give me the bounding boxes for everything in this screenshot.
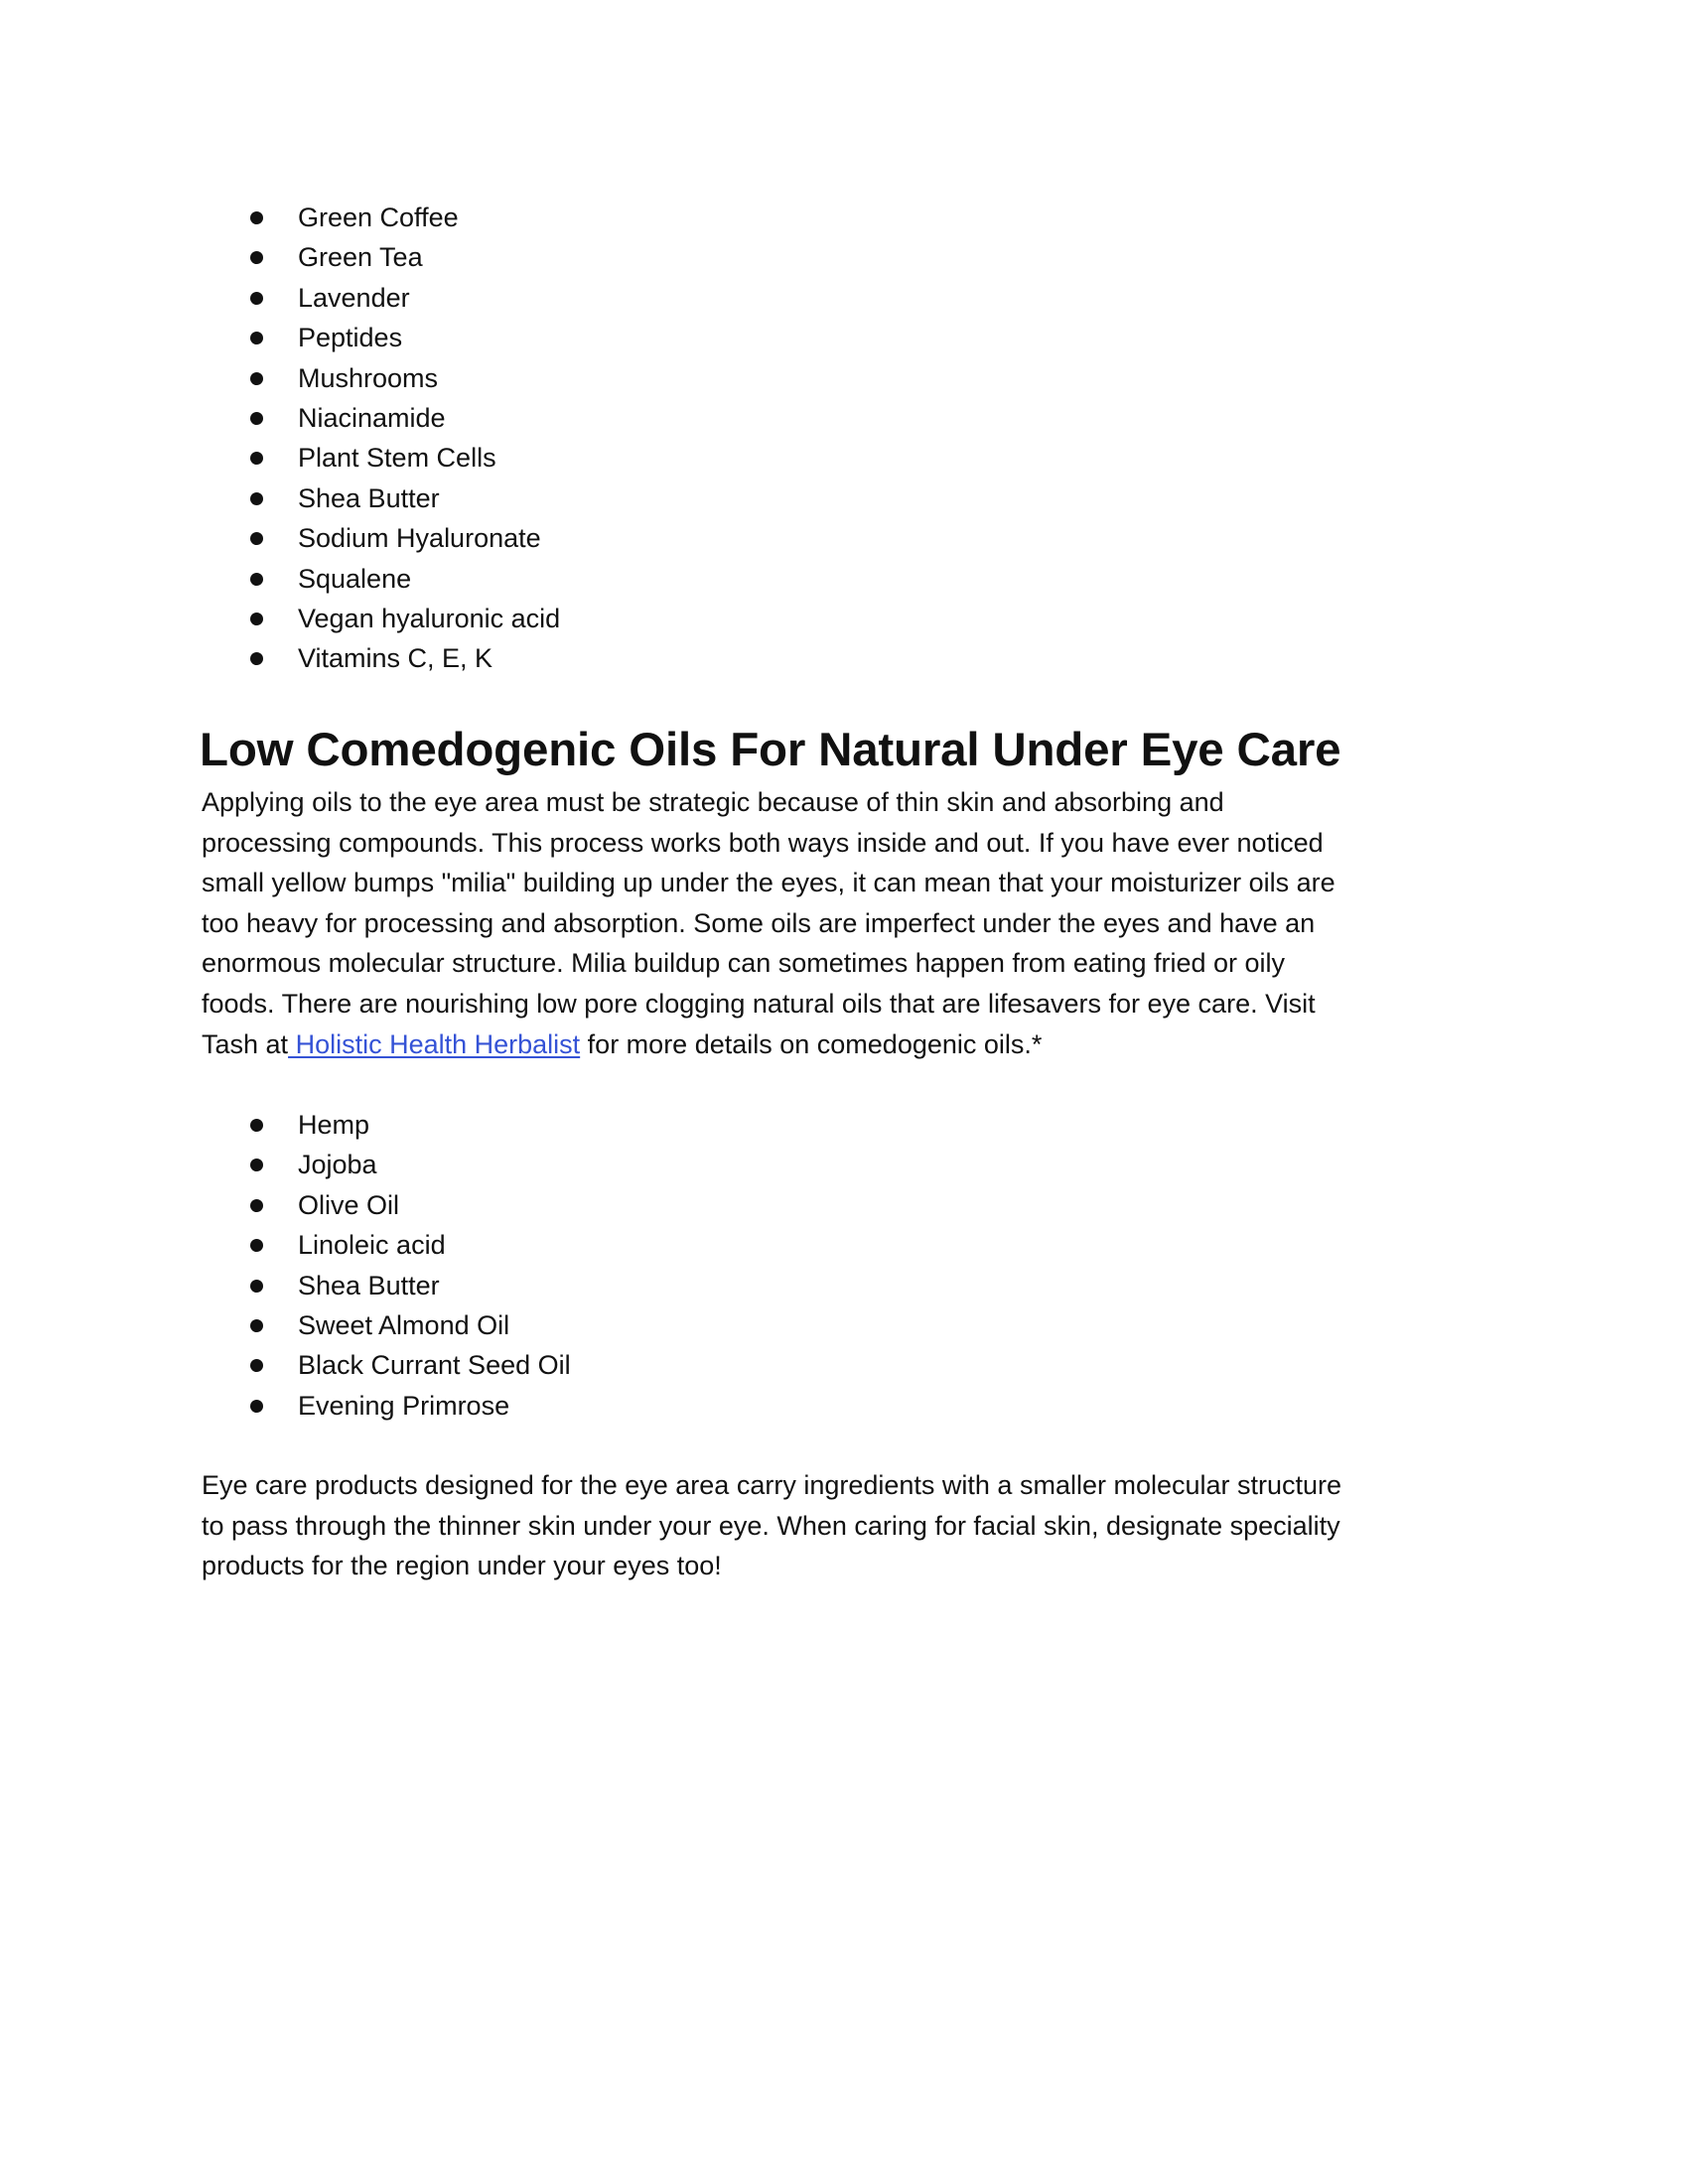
list-item-label: Sodium Hyaluronate (298, 523, 541, 554)
paragraph-line: products for the region under your eyes too! (202, 1551, 722, 1581)
bullet-icon (250, 1199, 263, 1212)
paragraph-line: Eye care products designed for the eye area carry ingredients with a smaller molecular structure (202, 1470, 1342, 1500)
section-heading: Low Comedogenic Oils For Natural Under Eye Care (200, 724, 1341, 776)
paragraph-text: Tash at (202, 1028, 289, 1059)
paragraph-text: for more details on comedogenic oils.* (580, 1028, 1043, 1059)
list-item-label: Plant Stem Cells (298, 443, 496, 474)
list-item-label: Peptides (298, 323, 403, 353)
holistic-health-herbalist-link[interactable]: Holistic Health Herbalist (288, 1028, 581, 1059)
bullet-icon (250, 1119, 263, 1132)
bullet-icon (250, 652, 263, 665)
bullet-icon (250, 332, 263, 344)
list-item-label: Shea Butter (298, 482, 440, 513)
bullet-icon (250, 532, 263, 545)
list-item-label: Linoleic acid (298, 1230, 446, 1261)
closing-paragraph (202, 1465, 1341, 1586)
list-item-label: Hemp (298, 1110, 370, 1140)
intro-paragraph (202, 782, 1336, 1064)
list-item-label: Vitamins C, E, K (298, 643, 493, 674)
list-item-label: Lavender (298, 282, 410, 313)
bullet-icon (250, 211, 263, 224)
list-item-label: Black Currant Seed Oil (298, 1350, 571, 1381)
bullet-icon (250, 452, 263, 465)
paragraph-line: to pass through the thinner skin under your eye. When caring for facial skin, designate speciality (202, 1510, 1340, 1541)
list-item-label: Evening Primrose (298, 1390, 510, 1421)
list-item-label: Squalene (298, 563, 412, 594)
bullet-icon (250, 1400, 263, 1413)
bullet-icon (250, 251, 263, 264)
paragraph-line: too heavy for processing and absorption. Some oils are imperfect under the eyes and have an (202, 907, 1316, 938)
list-item-label: Vegan hyaluronic acid (298, 603, 561, 633)
paragraph-line: small yellow bumps "milia" building up under the eyes, it can mean that your moisturizer oils are (202, 868, 1336, 898)
list-item-label: Green Coffee (298, 203, 459, 232)
paragraph-line: processing compounds. This process works both ways inside and out. If you have ever noticed (202, 827, 1324, 858)
bullet-icon (250, 1280, 263, 1293)
bullet-icon (250, 613, 263, 625)
list-item-label: Niacinamide (298, 402, 446, 433)
bullet-icon (250, 573, 263, 586)
bullet-icon (250, 492, 263, 505)
list-item-label: Green Tea (298, 242, 423, 273)
list-item-label: Sweet Almond Oil (298, 1309, 510, 1340)
paragraph-line: foods. There are nourishing low pore clogging natural oils that are lifesavers for eye care. Visit (202, 988, 1316, 1019)
bullet-icon (250, 1359, 263, 1372)
list-item-label: Mushrooms (298, 362, 439, 393)
bullet-icon (250, 372, 263, 385)
paragraph-line (202, 1024, 1336, 1065)
list-item-label: Olive Oil (298, 1189, 400, 1220)
bullet-icon (250, 1239, 263, 1252)
bullet-icon (250, 1319, 263, 1332)
paragraph-line: Applying oils to the eye area must be strategic because of thin skin and absorbing and (202, 787, 1224, 817)
bullet-icon (250, 412, 263, 425)
paragraph-line: enormous molecular structure. Milia buildup can sometimes happen from eating fried or oily (202, 948, 1286, 979)
list-item-label: Shea Butter (298, 1270, 440, 1300)
bullet-icon (250, 292, 263, 305)
list-item-label: Jojoba (298, 1150, 377, 1180)
bullet-icon (250, 1159, 263, 1171)
